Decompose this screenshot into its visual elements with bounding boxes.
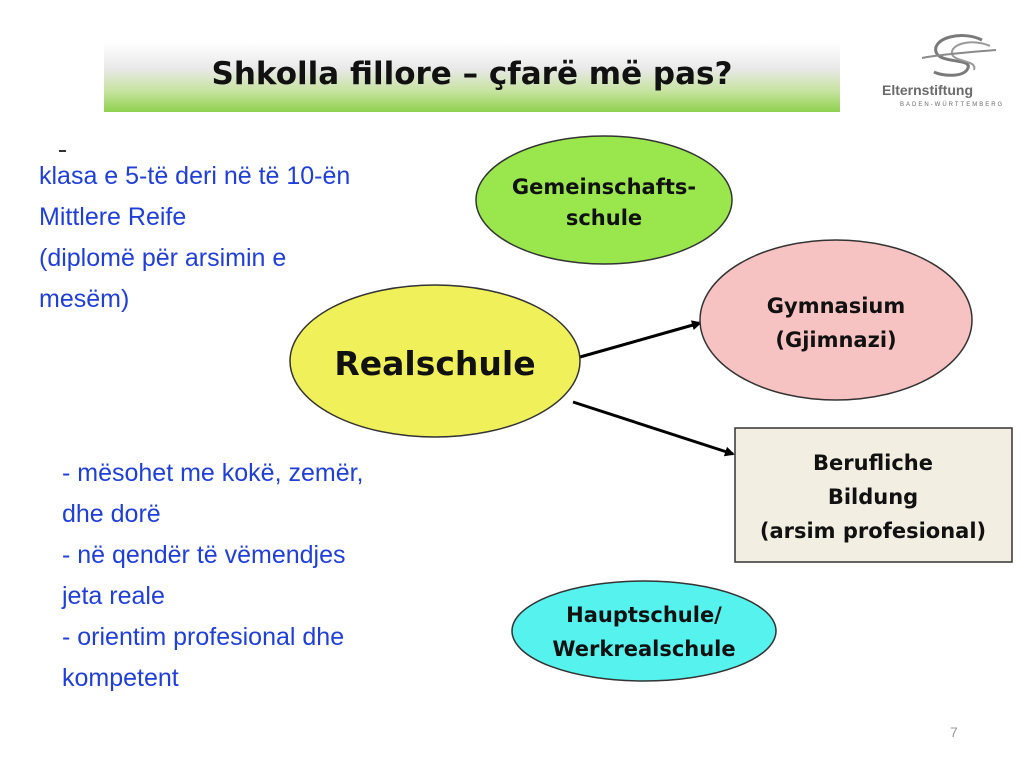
node-label: Gemeinschafts- <box>511 175 697 199</box>
node-label: schule <box>565 206 643 230</box>
text-line: mesëm) <box>39 285 130 313</box>
text-line: klasa e 5-të deri në të 10-ën <box>39 162 351 190</box>
node-label: Realschule <box>334 344 536 383</box>
node-gymnasium <box>700 240 972 400</box>
node-label: Berufliche <box>813 451 933 475</box>
node-label: Werkrealschule <box>552 637 736 661</box>
node-hauptschule <box>512 581 776 681</box>
node-shape <box>700 240 972 400</box>
node-shape <box>512 581 776 681</box>
node-shape <box>476 136 732 264</box>
logo-wordmark: Elternstiftung <box>882 82 973 98</box>
text-line: (diplomë për arsimin e <box>39 244 287 272</box>
logo-subtitle: BADEN-WÜRTTEMBERG <box>900 102 1005 108</box>
node-label: Gymnasium <box>766 294 906 318</box>
arrow-to-gymnasium <box>580 323 700 357</box>
page-title: Shkolla fillore – çfarë më pas? <box>211 56 733 92</box>
text-line: - orientim profesional dhe <box>62 623 345 651</box>
text-line: - në qendër të vëmendjes <box>62 541 346 569</box>
text-line: - mësohet me kokë, zemër, <box>62 459 364 487</box>
node-label: (arsim profesional) <box>759 519 987 543</box>
node-label: (Gjimnazi) <box>775 328 897 352</box>
text-line: jeta reale <box>62 582 165 610</box>
node-berufliche-bildung <box>735 428 1012 562</box>
text-line: dhe dorë <box>62 500 161 528</box>
node-label: Hauptschule/ <box>566 603 722 627</box>
page-number: 7 <box>950 724 958 740</box>
text-line: Mittlere Reife <box>39 203 187 231</box>
node-gemeinschaftsschule <box>476 136 732 264</box>
node-label: Bildung <box>827 485 919 509</box>
arrow-to-berufliche <box>573 402 733 454</box>
text-line: kompetent <box>62 664 179 692</box>
node-realschule <box>290 285 580 437</box>
